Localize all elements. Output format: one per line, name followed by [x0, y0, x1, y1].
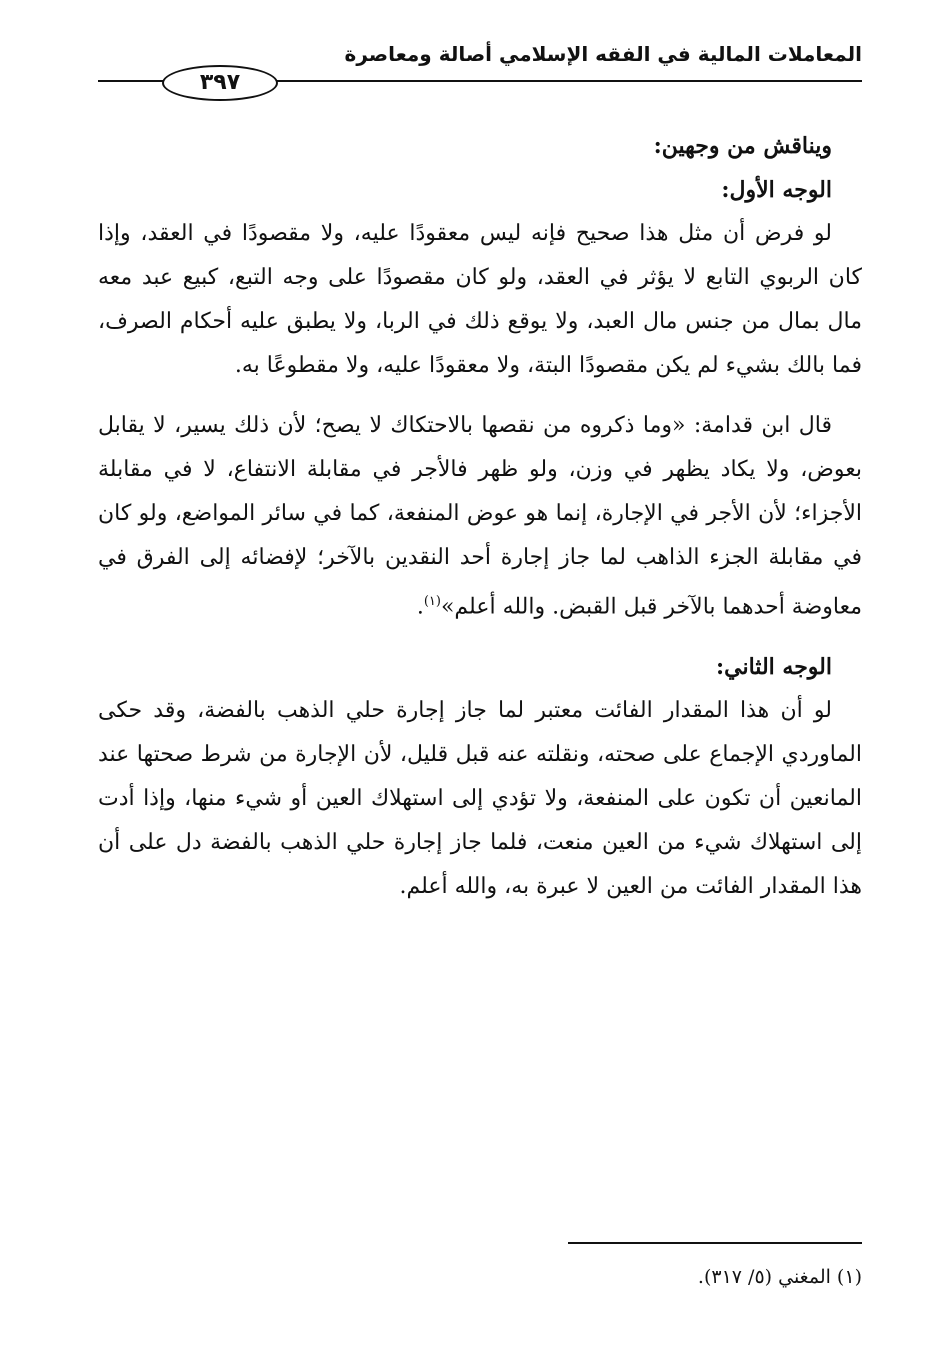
- footnote: (١) المغني (٥/ ٣١٧).: [697, 1266, 862, 1288]
- book-title: المعاملات المالية في الفقه الإسلامي أصالة ومعاصرة: [344, 42, 862, 66]
- footnote-rule: [568, 1242, 862, 1244]
- heading-second-aspect: الوجه الثاني:: [716, 654, 832, 681]
- quote-end: .: [416, 594, 424, 620]
- paragraph-first-aspect: لو فرض أن مثل هذا صحيح فإنه ليس معقودًا عليه، ولا مقصودًا في العقد، وإذا كان الربوي التابع لا يؤثر في العقد، ولو كان مقصودًا على وجه التبع، كبيع عبد معه مال بمال من جنس مال العبد، ولا يوقع ذلك في الربا، ولا يطبق عليه أحكام الصرف، فما بالك بشيء لم يكن مقصودًا البتة، ولا معقودًا عليه، ولا مقطوعًا به.: [98, 221, 862, 378]
- quote-text: قال ابن قدامة: «وما ذكروه من نقصها بالاحتكاك لا يصح؛ لأن ذلك يسير، لا يقابل بعوض، ولا يكاد يظهر في وزن، ولو ظهر فالأجر في مقابلة الانتفاع، لا في مقابلة الأجزاء؛ لأن الأجر في الإجارة، إنما هو عوض المنفعة، كما في سائر المواضع، ولو كان في مقابلة الجزء الذاهب لما جاز إجارة أحد النقدين بالآخر؛ لإفضائه إلى الفرق في معاوضة أحدهما بالآخر قبل القبض. والله أعلم»: [98, 413, 862, 620]
- footnote-marker: (١): [423, 594, 441, 609]
- heading-first-aspect: الوجه الأول:: [721, 177, 832, 203]
- paragraph-ibn-qudama-quote: [98, 404, 862, 629]
- main-text: [98, 124, 862, 909]
- page-number: ٣٩٧: [162, 65, 278, 101]
- page-header: [98, 40, 862, 95]
- intro-line: ويناقش من وجهين:: [653, 133, 832, 159]
- paragraph-second-aspect: لو أن هذا المقدار الفائت معتبر لما جاز إجارة حلي الذهب بالفضة، وقد حكى الماوردي الإجماع على صحته، ونقلته عنه قبل قليل، لأن الإجارة من شرط صحتها عند المانعين أن تكون على المنفعة، ولا تؤدي إلى استهلاك العين أو شيء منها، وإذا أدت إلى استهلاك شيء من العين منعت، فلما جاز إجارة حلي الذهب بالفضة دل على أن هذا المقدار الفائت من العين لا عبرة به، والله أعلم.: [98, 698, 862, 900]
